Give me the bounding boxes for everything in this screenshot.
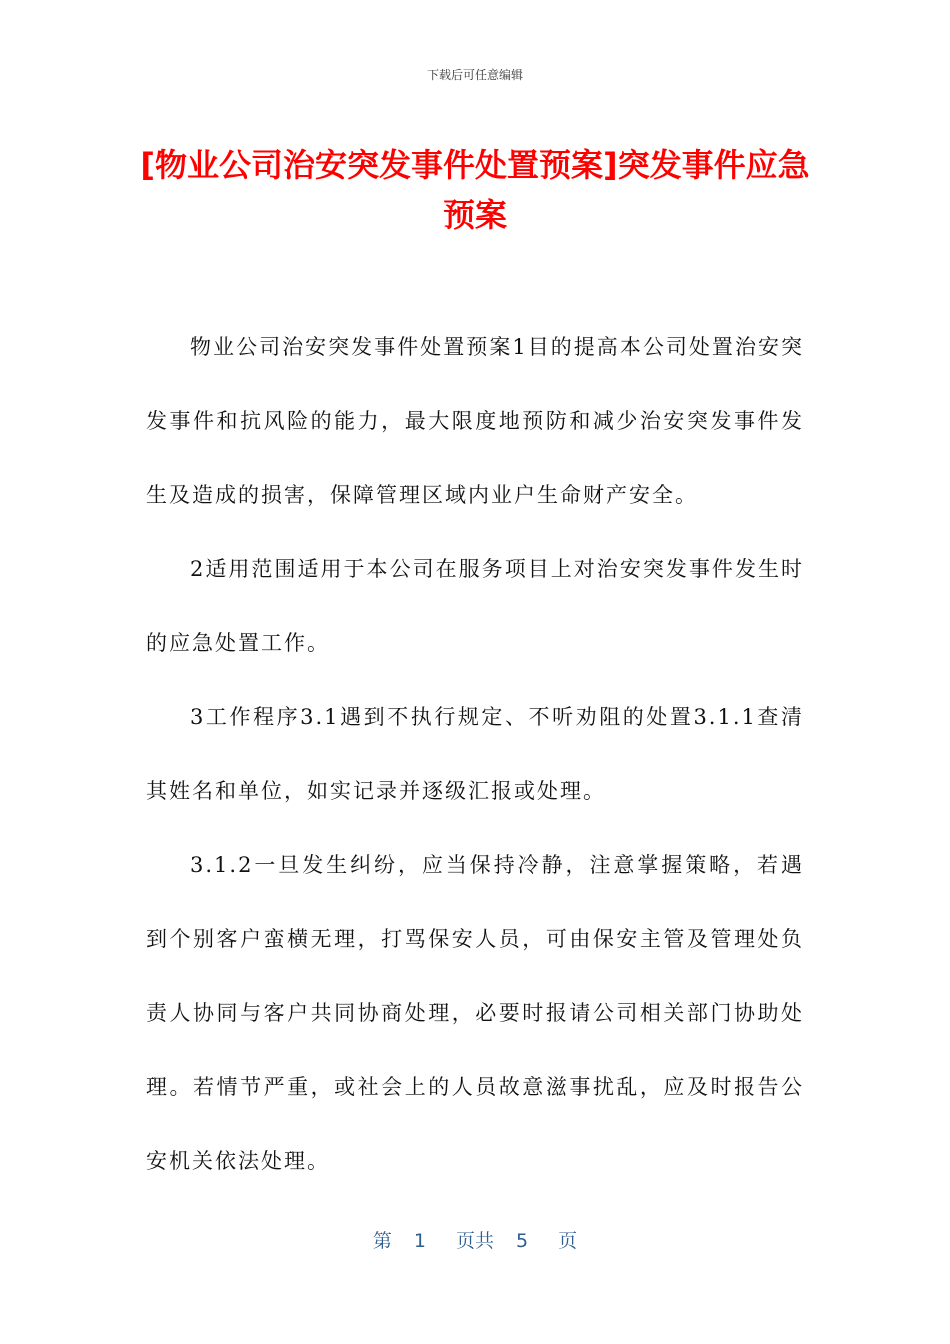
header-note: 下载后可任意编辑 bbox=[426, 68, 523, 82]
footer-total-pages: 5 bbox=[516, 1230, 529, 1252]
paragraph-scope: 2适用范围适用于本公司在服务项目上对治安突发事件发生时的应急处置工作。 bbox=[146, 557, 804, 655]
paragraph-procedure: 3工作程序3.1遇到不执行规定、不听劝阻的处置3.1.1查清其姓名和单位，如实记录并逐级汇报或处理。 bbox=[146, 705, 804, 803]
footer-current-page: 1 bbox=[413, 1230, 426, 1252]
footer-page-prefix: 第 bbox=[372, 1230, 392, 1252]
footer-page-suffix: 页 bbox=[558, 1230, 578, 1252]
footer-page-middle: 页共 bbox=[455, 1230, 494, 1252]
document-body bbox=[146, 310, 804, 1198]
document-title: [物业公司治安突发事件处置预案]突发事件应急预案 bbox=[140, 146, 810, 234]
paragraph-dispute-handling: 3.1.2一旦发生纠纷，应当保持冷静，注意掌握策略，若遇到个别客户蛮横无理，打骂保安人员，可由保安主管及管理处负责人协同与客户共同协商处理，必要时报请公司相关部门协助处理。若情节严重，或社会上的人员故意滋事扰乱，应及时报告公安机关依法处理。 bbox=[146, 853, 804, 1173]
paragraph-purpose: 物业公司治安突发事件处置预案1目的提高本公司处置治安突发事件和抗风险的能力，最大限度地预防和减少治安突发事件发生及造成的损害，保障管理区域内业户生命财产安全。 bbox=[146, 335, 804, 507]
page-footer bbox=[0, 1226, 950, 1253]
